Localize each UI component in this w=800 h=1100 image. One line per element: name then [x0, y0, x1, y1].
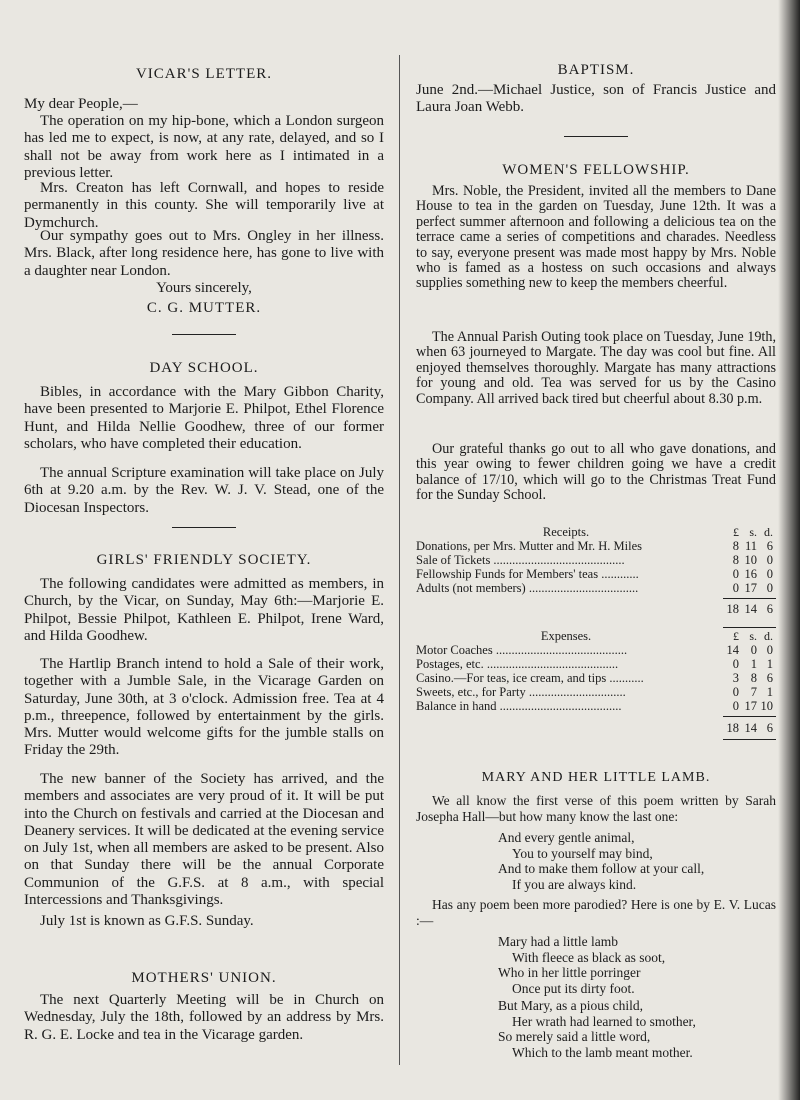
section-rule: [172, 334, 236, 335]
receipts-row-pence: 0: [766, 553, 773, 567]
verse-line: Who in her little porringer: [498, 965, 641, 981]
vicars-letter-closing: Yours sincerely,: [156, 280, 252, 296]
expenses-row-label: Postages, etc. ..........................................: [416, 657, 619, 671]
vicars-letter-signature: C. G. MUTTER.: [146, 300, 262, 316]
verse-line: If you are always kind.: [512, 876, 637, 892]
expenses-row-pence: 1: [766, 685, 773, 699]
total-rule: [723, 627, 776, 628]
total-rule: [723, 739, 776, 740]
pounds-column-header: £: [733, 629, 739, 643]
expenses-row-shillings: 17: [744, 699, 757, 713]
receipts-total-shillings: 14: [744, 602, 757, 616]
vicars-letter-heading: VICAR'S LETTER.: [135, 66, 273, 82]
expenses-row-pence: 10: [760, 699, 773, 713]
expenses-caption: Expenses.: [540, 629, 592, 643]
expenses-row-shillings: 1: [750, 657, 757, 671]
vicars-letter-salutation: My dear People,—: [24, 96, 138, 112]
expenses-row: [416, 671, 776, 685]
expenses-row-label: Casino.—For teas, ice cream, and tips ...........: [416, 671, 644, 685]
receipts-row-pounds: 0: [732, 581, 739, 595]
receipts-row-shillings: 10: [744, 553, 757, 567]
expenses-row-pounds: 0: [732, 699, 739, 713]
receipts-row: [416, 553, 776, 567]
gfs-paragraph-4: July 1st is known as G.F.S. Sunday.: [40, 913, 254, 929]
total-rule: [723, 716, 776, 717]
receipts-row: [416, 539, 776, 553]
expenses-row-pence: 0: [766, 643, 773, 657]
receipts-row-pence: 6: [766, 539, 773, 553]
expenses-total-pounds: 18: [726, 721, 739, 735]
receipts-row-pence: 0: [766, 581, 773, 595]
receipts-row-shillings: 17: [744, 581, 757, 595]
section-rule: [172, 527, 236, 528]
verse-line: You to yourself may bind,: [512, 845, 653, 861]
day-school-paragraph-2: The annual Scripture examination will take place on July 6th at 9.20 a.m. by the Rev. W. J. V. Stead, one of the Diocesan Inspectors.: [24, 465, 384, 516]
vicars-letter-paragraph-1: The operation on my hip-bone, which a London surgeon has led me to expect, is now, at any rate, delayed, and so I shall not be away from work here as I intimated in a previous letter.: [24, 113, 384, 181]
expenses-row-label: Balance in hand .......................................: [416, 699, 622, 713]
lamb-verse-1: [498, 830, 704, 892]
pounds-column-header: £: [733, 525, 739, 539]
womens-fellowship-heading: WOMEN'S FELLOWSHIP.: [502, 162, 690, 178]
expenses-row-shillings: 0: [750, 643, 757, 657]
receipts-row-label: Sale of Tickets ..........................................: [416, 553, 625, 567]
receipts-row-shillings: 11: [744, 539, 757, 553]
receipts-row-label: Adults (not members) ...................................: [416, 581, 639, 595]
lamb-intro: We all know the first verse of this poem written by Sarah Josepha Hall—but how many know the last one:: [416, 793, 776, 824]
vicars-letter-paragraph-3: Our sympathy goes out to Mrs. Ongley in her illness. Mrs. Black, after long residence here, has gone to live with a daughter near London.: [24, 228, 384, 279]
verse-line: Once put its dirty foot.: [512, 980, 635, 996]
expenses-total-pence: 6: [766, 721, 773, 735]
verse-line: And to make them follow at your call,: [498, 861, 705, 877]
expenses-row-shillings: 8: [750, 671, 757, 685]
gfs-paragraph-1: The following candidates were admitted as members, in Church, by the Vicar, on Sunday, May 6th:—Marjorie E. Philpot, Bessie Philpot, Kathleen E. Philpot, Irene Ward, and Hilda Goodhew.: [24, 576, 384, 644]
expenses-row: [416, 657, 776, 671]
expenses-row-pounds: 0: [732, 685, 739, 699]
total-rule: [723, 598, 776, 599]
expenses-row-pounds: 3: [732, 671, 739, 685]
womens-fellowship-paragraph-3: Our grateful thanks go out to all who gave donations, and this year owing to fewer children going we have a credit balance of 17/10, which will go to the Christmas Treat Fund for the Sunday School.: [416, 441, 776, 504]
shillings-column-header: s.: [749, 629, 757, 643]
receipts-row-label: Donations, per Mrs. Mutter and Mr. H. Miles: [416, 539, 643, 553]
verse-line: Mary had a little lamb: [498, 934, 618, 949]
expenses-row-label: Motor Coaches ..........................................: [416, 643, 628, 657]
day-school-paragraph-1: Bibles, in accordance with the Mary Gibbon Charity, have been presented to Marjorie E. Philpot, Ethel Florence Hunt, and Hilda Nellie Goodhew, three of our former scholars, who have completed their education.: [24, 384, 384, 452]
expenses-row-pounds: 0: [732, 657, 739, 671]
receipts-total-row: [416, 602, 776, 616]
mothers-union-paragraph: The next Quarterly Meeting will be in Church on Wednesday, July the 18th, followed by an address by Mrs. R. G. E. Locke and tea in the Vicarage garden.: [24, 992, 384, 1043]
receipts-caption: Receipts.: [542, 525, 590, 539]
expenses-total-shillings: 14: [744, 721, 757, 735]
baptism-heading: BAPTISM.: [557, 62, 635, 78]
receipts-total-pence: 6: [766, 602, 773, 616]
gfs-paragraph-2: The Hartlip Branch intend to hold a Sale of their work, together with a Jumble Sale, in the Vicarage Garden on Saturday, June 30th, at 3 o'clock. Admission free. Tea at 4 p.m., threepence, followed by entertainment by the girls. Mrs. Mutter would welcome gifts for the jumble stalls on Friday the 29th.: [24, 656, 384, 759]
receipts-row-label: Fellowship Funds for Members' teas ............: [416, 567, 639, 581]
womens-fellowship-paragraph-2: The Annual Parish Outing took place on Tuesday, June 19th, when 63 journeyed to Margate. The day was cool but fine. All enjoyed themselves thoroughly. Margate has many attractions for young and old. Tea was served for us by the Casino Company. All arrived back tired but cheerful about 8.30 p.m.: [416, 329, 776, 407]
column-divider: [399, 55, 400, 1065]
expenses-row-pounds: 14: [726, 643, 739, 657]
expenses-row: [416, 685, 776, 699]
expenses-row: [416, 699, 776, 713]
section-rule: [564, 136, 628, 137]
verse-line: And every gentle animal,: [498, 830, 635, 845]
day-school-heading: DAY SCHOOL.: [149, 360, 259, 376]
womens-fellowship-paragraph-1: Mrs. Noble, the President, invited all the members to Dane House to tea in the garden on Tuesday, June 12th. It was a perfect summer afternoon and following a delicious tea on the terrace came a series of competitions and charades. Needless to say, everyone present was made most happy by Mrs. Noble who is famed as a hostess on such occasions and always supplies something new to keep the members cheerful.: [416, 183, 776, 292]
receipts-row-shillings: 16: [744, 567, 757, 581]
receipts-row: [416, 567, 776, 581]
receipts-row-pounds: 8: [732, 539, 739, 553]
receipts-total-pounds: 18: [726, 602, 739, 616]
expenses-row: [416, 643, 776, 657]
verse-line: Which to the lamb meant mother.: [512, 1044, 693, 1060]
gfs-heading: GIRLS' FRIENDLY SOCIETY.: [96, 552, 312, 568]
verse-line: With fleece as black as soot,: [512, 949, 666, 965]
expenses-total-row: [416, 721, 776, 735]
lamb-poem-heading: MARY AND HER LITTLE LAMB.: [481, 770, 711, 785]
pence-column-header: d.: [764, 525, 773, 539]
receipts-row-pounds: 0: [732, 567, 739, 581]
verse-line: Her wrath had learned to smother,: [512, 1013, 696, 1029]
expenses-row-label: Sweets, etc., for Party ...............................: [416, 685, 626, 699]
pence-column-header: d.: [764, 629, 773, 643]
receipts-row-pounds: 8: [732, 553, 739, 567]
expenses-row-pence: 1: [766, 657, 773, 671]
shillings-column-header: s.: [749, 525, 757, 539]
gfs-paragraph-3: The new banner of the Society has arrived, and the members and associates are very proud of it. It will be put into the Church on festivals and carried at the Diocesan and Deanery services. It will be dedicated at the evening service on July 1st, when all members are asked to be present. Also on that Sunday there will be the annual Corporate Communion of the G.F.S. at 8 a.m., with special Intercessions and Thanksgivings.: [24, 771, 384, 909]
receipts-row: [416, 581, 776, 595]
mothers-union-heading: MOTHERS' UNION.: [131, 970, 277, 986]
verse-line: So merely said a little word,: [498, 1029, 651, 1045]
verse-line: But Mary, as a pious child,: [498, 998, 643, 1013]
lamb-intro-2: Has any poem been more parodied? Here is one by E. V. Lucas :—: [416, 897, 776, 928]
baptism-entry: June 2nd.—Michael Justice, son of Francis Justice and Laura Joan Webb.: [416, 82, 776, 116]
lamb-verse-3: [498, 998, 696, 1060]
expenses-row-pence: 6: [766, 671, 773, 685]
binding-shadow: [778, 0, 800, 1100]
vicars-letter-paragraph-2: Mrs. Creaton has left Cornwall, and hopes to reside permanently in this county. She will temporarily live at Dymchurch.: [24, 180, 384, 231]
receipts-row-pence: 0: [766, 567, 773, 581]
lamb-verse-2: [498, 934, 665, 996]
expenses-row-shillings: 7: [750, 685, 757, 699]
